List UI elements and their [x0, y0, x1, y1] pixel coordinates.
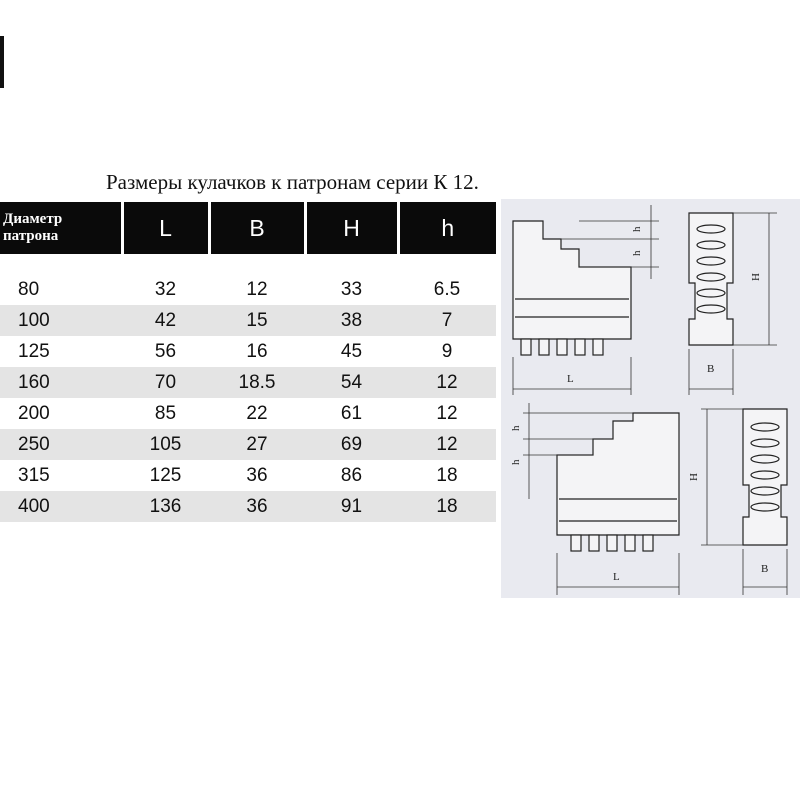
- table-cell: 91: [305, 491, 398, 522]
- header-B: B: [209, 202, 305, 254]
- table-cell: 18: [398, 491, 496, 522]
- table-cell: 33: [340, 278, 363, 300]
- lower-label-H: H: [688, 473, 700, 481]
- table-cell: 42: [122, 305, 209, 336]
- edge-bar: [0, 36, 4, 88]
- table-cell: 12: [246, 278, 268, 300]
- table-cell: 160: [0, 367, 122, 398]
- lower-label-h1: h: [510, 425, 522, 431]
- upper-label-h1: h: [631, 226, 643, 232]
- table-cell: 45: [340, 340, 363, 362]
- page-title: Размеры кулачков к патронам серии К 12.: [106, 170, 479, 194]
- table-cell: 36: [209, 491, 305, 522]
- header-line-1: Диаметр: [3, 211, 63, 227]
- table-cell: 315: [18, 464, 50, 486]
- table-row: [0, 274, 496, 305]
- dimensions-table: [0, 202, 496, 522]
- table-row: [0, 491, 496, 522]
- table-cell: 27: [209, 429, 305, 460]
- table-cell: 7: [398, 305, 496, 336]
- table-row: [0, 460, 496, 491]
- lower-label-L: L: [613, 571, 620, 583]
- header-line-2: патрона: [3, 228, 59, 244]
- header-h: h: [398, 202, 496, 254]
- lower-jaw-front-view: [743, 409, 787, 545]
- table-cell: 69: [305, 429, 398, 460]
- table-cell: 70: [122, 367, 209, 398]
- upper-label-h2: h: [631, 250, 643, 256]
- header-H: H: [305, 202, 398, 254]
- table-cell: 100: [0, 305, 122, 336]
- header-L: L: [122, 202, 209, 254]
- lower-label-h2: h: [510, 459, 522, 465]
- table-cell: 6.5: [433, 278, 461, 300]
- table-cell: 125: [18, 340, 50, 362]
- table-cell: 56: [154, 340, 177, 362]
- table-cell: 12: [398, 429, 496, 460]
- table-cell: 38: [305, 305, 398, 336]
- upper-label-L: L: [567, 373, 574, 385]
- table-row: [0, 367, 496, 398]
- table-cell: 32: [154, 278, 177, 300]
- table-cell: 86: [340, 464, 363, 486]
- table-cell: 400: [0, 491, 122, 522]
- upper-label-B: B: [707, 363, 715, 375]
- table-cell: 36: [246, 464, 268, 486]
- table-cell: 105: [122, 429, 209, 460]
- table-cell: 12: [436, 402, 458, 424]
- table-cell: 16: [246, 340, 268, 362]
- table-row: [0, 398, 496, 429]
- table-cell: 200: [18, 402, 50, 424]
- lower-label-B: B: [761, 563, 769, 575]
- table-cell: 15: [209, 305, 305, 336]
- table-cell: 61: [340, 402, 363, 424]
- table-header-row: [0, 202, 496, 254]
- table-row: [0, 429, 496, 460]
- header-chuck-diameter: [0, 202, 122, 254]
- table-cell: 18: [436, 464, 458, 486]
- jaw-technical-drawing: [501, 199, 800, 598]
- upper-label-H: H: [750, 273, 762, 281]
- table-cell: 12: [398, 367, 496, 398]
- table-row: [0, 305, 496, 336]
- table-cell: 9: [441, 340, 453, 362]
- upper-jaw-front-view: [689, 213, 733, 345]
- table-cell: 54: [305, 367, 398, 398]
- table-cell: 85: [154, 402, 177, 424]
- table-cell: 22: [246, 402, 268, 424]
- table-cell: 18.5: [209, 367, 305, 398]
- table-cell: 136: [122, 491, 209, 522]
- table-cell: 80: [18, 278, 40, 300]
- table-cell: 250: [0, 429, 122, 460]
- table-row: [0, 336, 496, 367]
- table-cell: 125: [149, 464, 182, 486]
